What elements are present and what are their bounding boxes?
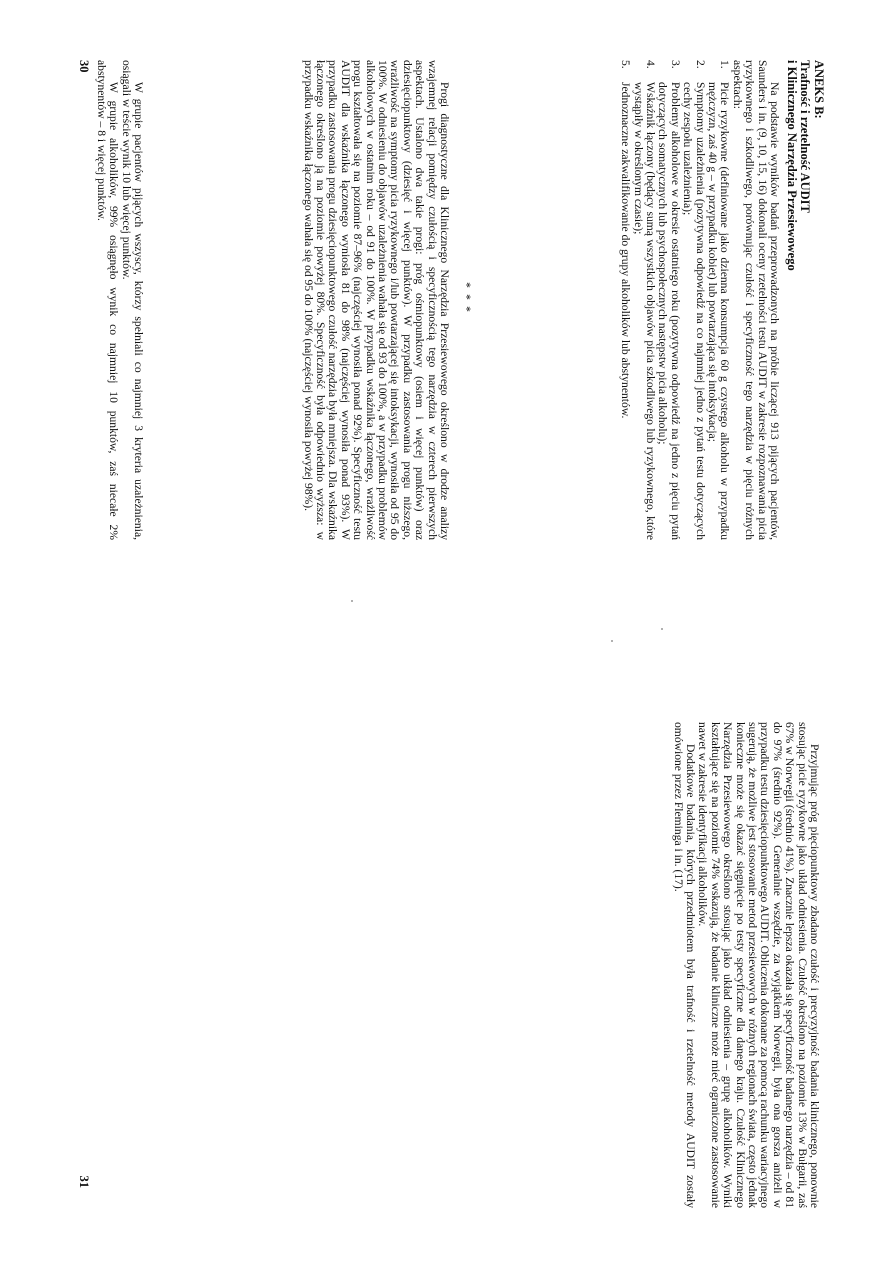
alcoholics-paragraph: W grupie alkoholików, 99% osiągnęło wynik co najmniej 10 punktów, zaś niecałe 2% abstynentów – 8 i więcej punktów.	[94, 60, 121, 540]
aspect-item	[656, 60, 681, 540]
aspect-item	[706, 60, 731, 540]
aspect-item	[619, 60, 631, 540]
groups-section	[94, 60, 144, 540]
aspect-number: 1.	[718, 60, 732, 69]
page-30	[0, 60, 893, 540]
section-separator: ***	[460, 282, 474, 318]
annex-heading	[785, 60, 826, 540]
intro-paragraph: Na podstawie wyników badań przeprowadzonych na próbie liczącej 913 pijących pacjentów, Saunders i in. (9, 10, 15, 16) dokonali oceny rzetelności testu AUDIT w zakresie rozpoznawania picia ryzykownego i szkodliwego, porównując czułość i specyficzność tego narzędzia w pięciu różnych aspektach:	[730, 60, 781, 540]
page-number: 30	[77, 60, 91, 73]
aspect-text: Problemy alkoholowe w okresie ostatniego roku (pozytywna odpowiedź na jedno z pięciu pytań dotyczących somatycznych lub psychospołecznych następstw picia alkoholu);	[656, 82, 682, 540]
scan-speck	[661, 628, 663, 630]
sensitivity-paragraph: Przyjmując próg pięciopunktowy zbadano czułość i precyzyjność badania klinicznego, ponownie stosując picie ryzykowne jako układ odniesienia. Czułość określono na poziomie 13% w Bułgarii, zaś 67% w Norwegii (średnio 41%). Znacznie lepsza okazała się specyficzność badanego narzędzia – od 81 do 97% (średnio 92%). Generalnie wszędzie, za wyjątkiem Norwegii, była ona gorsza aniżeli w przypadku testu dziesięciopunktowego AUDIT. Obliczenia dokonane za pomocą rachunku wariacyjnego sugerują, że możliwe jest stosowanie metod przesiewowych w różnych regionach świata, często jednak konieczne może się okazać sięgnięcie po testy specyficzne dla danego kraju. Czułość Klinicznego Narzędzia Przesiewowego określono stosując jako układ odniesienia – grupę alkoholików. Wyniki kształtujące się na poziomie 74% wskazują, że badanie kliniczne może mieć ograniczone zastosowanie nawet w zakresie identyfikacji alkoholików.	[696, 722, 821, 1208]
annex-title-line-2: i Klinicznego Narzędzia Przesiewowego	[785, 60, 799, 271]
aspect-text: Jednoznaczne zakwalifikowanie do grupy alkoholików lub abstynentów.	[619, 82, 633, 419]
thresholds-section	[301, 60, 450, 540]
aspect-item	[681, 60, 706, 540]
page-number: 31	[77, 1175, 91, 1188]
patients-paragraph: W grupie pacjentów pijących wszyscy, którzy spełniali co najmniej 3 kryteria uzależnienia, osiągali w teście wynik 10 lub więcej punktów.	[119, 60, 145, 540]
intro-section	[619, 60, 780, 540]
annex-label: ANEKS B:	[812, 60, 826, 119]
thresholds-paragraph: Progi diagnostyczne dla Klinicznego Narzędzia Przesiewowego określono w drodze analizy wzajemnej relacji pomiędzy czułością i specyficznością tego narzędzia w czterech pierwszych aspektach. Ustalono dwa takie progi: próg ośmiopunktowy (osiem i więcej punktów) oraz dziesięciopunktowy (dziesięć i więcej punktów). W przypadku zastosowania progu niższego, wrażliwość na symptomy picia ryzykownego i/lub powtarzającej się intoksykacji, wynosiła od 95 do 100%. W odniesieniu do objawów uzależnienia wahała się od 93 do 100%, a w przypadku problemów alkoholowych w ostatnim roku – od 91 do 100%. W przypadku wskaźnika łączonego, wrażliwość progu kształtowała się na poziomie 87–96% (najczęściej wynosiła ponad 92%). Specyficzność testu AUDIT dla wskaźnika łączonego wyniosła 81 do 98% (najczęściej wynosiła ponad 93%). W przypadku zastosowania progu dziesięciopunktowego czułość narzędzia była mniejsza. Dla wskaźnika łączonego określono ją na poziomie powyżej 80%. Specyficzność była odpowiednio wyższa: w przypadku wskaźnika łączonego wahała się od 95 do 100% (najczęściej wynosiła powyżej 98%).	[301, 60, 451, 540]
aspects-list	[619, 60, 731, 540]
aspect-item	[631, 60, 656, 540]
aspect-text: Picie ryzykowne (definiowane jako dzienna konsumpcja 60 g czystego alkoholu w przypadku mężczyzn, zaś 40 g – w przypadku kobiet) lub powtarzająca się intoksykacja;	[705, 82, 732, 540]
scan-speck	[351, 600, 353, 602]
aspect-number: 3.	[668, 60, 682, 69]
scan-speck	[611, 640, 613, 642]
aspect-number: 2.	[693, 60, 707, 69]
additional-studies-paragraph: Dodatkowe badania, których przedmiotem była trafność i rzetelność metody AUDIT zostały omówione przez Fleminga i in. (17).	[671, 722, 697, 1208]
aspect-text: Symptomy uzależnienia (pozytywna odpowiedź na co najmniej jedno z pytań testu dotyczących cechy zespołu uzależnienia);	[681, 82, 707, 540]
annex-title-line-1: Trafność i rzetelność AUDIT	[798, 60, 813, 213]
aspect-number: 4.	[643, 60, 657, 69]
page-31	[0, 722, 893, 1208]
aspect-text: Wskaźnik łączony (będący sumą wszystkich objawów picia szkodliwego lub ryzykownego, które wystąpiły w określonym czasie);	[631, 82, 657, 540]
continuation-section	[671, 722, 820, 1208]
aspect-number: 5.	[619, 60, 633, 69]
